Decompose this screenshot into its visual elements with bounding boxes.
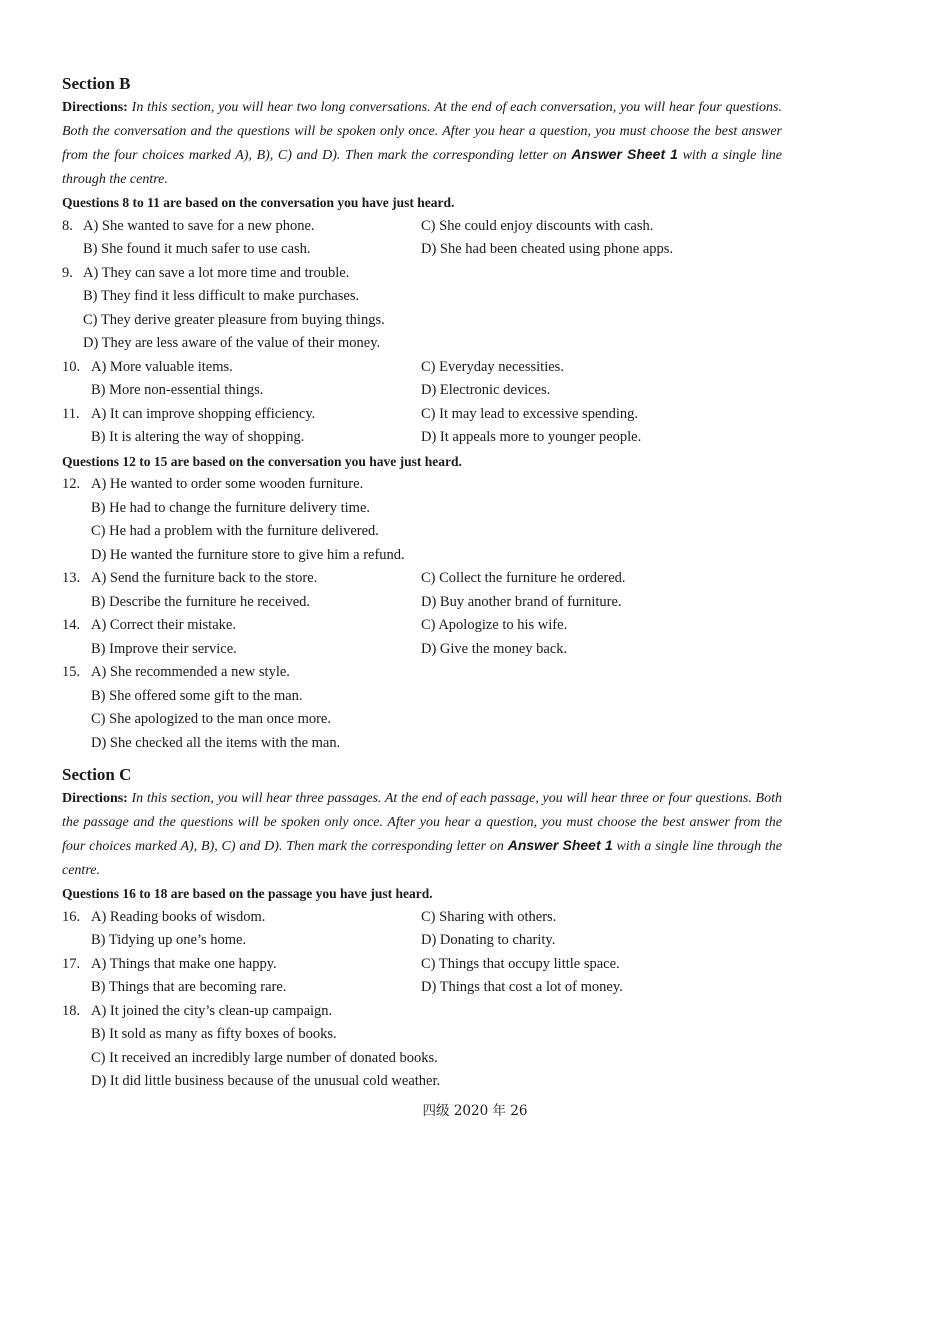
option-b: B) It sold as many as fifty boxes of books. [91,1026,337,1042]
option-a: A) She wanted to save for a new phone. [83,217,315,234]
question-12-row-2 [62,497,782,521]
question-number: 12. [62,476,81,492]
section-c-directions [62,787,782,882]
option-b: B) Improve their service. [91,640,237,657]
question-13-row-2 [62,591,782,615]
option-b: B) Tidying up one’s home. [91,932,247,948]
option-c: C) She apologized to the man once more. [91,711,331,727]
question-number: 11. [62,405,80,422]
question-10-row-1 [62,356,782,380]
question-9-row-1 [62,262,782,286]
question-number: 17. [62,955,81,972]
option-d: D) Things that cost a lot of money. [421,979,623,995]
option-d: D) She checked all the items with the man. [91,734,341,751]
option-b: B) He had to change the furniture delivery time. [91,499,371,516]
option-c: C) Things that occupy little space. [421,955,620,972]
answer-sheet-label: Answer Sheet 1 [571,146,678,162]
question-17-row-2 [62,976,782,1000]
option-c: C) They derive greater pleasure from buying things. [83,311,385,328]
question-12-row-1 [62,473,782,497]
option-c: C) It received an incredibly large number of donated books. [91,1049,438,1066]
question-9-row-4 [62,332,782,356]
section-b-title: Section B [62,74,131,93]
question-8-row-1 [62,215,782,239]
option-c: C) He had a problem with the furniture delivered. [91,523,379,539]
option-d: D) Buy another brand of furniture. [421,593,622,610]
option-a: A) It can improve shopping efficiency. [91,405,316,422]
question-13-row-1 [62,567,782,591]
option-d: D) Donating to charity. [421,932,556,948]
question-number: 16. [62,908,81,925]
option-b: B) They find it less difficult to make purchases. [83,288,360,304]
option-d: D) They are less aware of the value of their money. [83,335,381,351]
question-16-row-1 [62,906,782,930]
question-18-row-1 [62,1000,782,1024]
question-number: 9. [62,264,73,281]
question-12-row-4 [62,544,782,568]
option-d: D) Give the money back. [421,640,568,657]
question-18-row-2 [62,1023,782,1047]
option-d: D) It did little business because of the unusual cold weather. [91,1073,441,1089]
directions-text: In this section, you will hear three passages. At the end of each passage, you will hear three or four questions. Both the passage and the questions will be spoken only once. After you hear a question, you must choose the best answer from the four choices marked A), B), C) and D). Then mark the corresponding letter on [62,791,782,854]
page-footer: 四级 2020 年 26 [422,1103,528,1119]
question-group-heading: Questions 8 to 11 are based on the conversation you have just heard. [62,195,455,210]
option-a: A) It joined the city’s clean-up campaign. [91,1002,333,1019]
question-11-row-2 [62,426,782,450]
question-15-row-3 [62,708,782,732]
question-14-row-1 [62,614,782,638]
option-c: C) Apologize to his wife. [421,617,568,633]
option-b: B) More non-essential things. [91,382,264,398]
directions-text: In this section, you will hear two long conversations. At the end of each conversation, you will hear four questions. Both the conversation and the questions will be spoken only once. After you hear a question, you must choose the best answer from the four choices marked A), B), C) and D). Then mark the corresponding letter on [62,100,782,163]
directions-tail: with a single line through the centre. [62,839,783,878]
question-number: 14. [62,617,81,633]
question-number: 15. [62,664,81,680]
option-d: D) Electronic devices. [421,382,551,398]
question-12-row-3 [62,520,782,544]
directions-lead: Directions: [62,791,128,806]
option-c: C) She could enjoy discounts with cash. [421,217,654,234]
option-a: A) Correct their mistake. [91,617,236,633]
question-9-row-2 [62,285,782,309]
question-11-row-1 [62,403,782,427]
answer-sheet-label: Answer Sheet 1 [507,837,613,853]
option-a: A) Send the furniture back to the store. [91,570,318,586]
option-b: B) It is altering the way of shopping. [91,429,305,445]
question-number: 10. [62,358,81,375]
question-17-row-1 [62,953,782,977]
question-group-heading: Questions 16 to 18 are based on the passage you have just heard. [62,886,433,901]
section-c-title: Section C [62,765,132,784]
option-b: B) Things that are becoming rare. [91,979,287,995]
question-14-row-2 [62,638,782,662]
option-d: D) It appeals more to younger people. [421,429,642,445]
section-spacer [62,755,782,763]
option-d: D) She had been cheated using phone apps. [421,241,674,257]
option-a: A) They can save a lot more time and trouble. [83,264,350,281]
question-number: 8. [62,217,73,234]
question-group-heading: Questions 12 to 15 are based on the conversation you have just heard. [62,453,462,469]
question-number: 18. [62,1002,81,1019]
option-a: A) Things that make one happy. [91,955,277,972]
question-18-row-3 [62,1047,782,1071]
option-a: A) She recommended a new style. [91,664,290,680]
directions-lead: Directions: [62,100,128,115]
option-a: A) More valuable items. [91,358,233,375]
question-8-row-2 [62,238,782,262]
exam-page [62,72,782,1094]
option-b: B) Describe the furniture he received. [91,593,311,610]
option-c: C) Everyday necessities. [421,358,564,375]
question-15-row-4 [62,732,782,756]
option-c: C) It may lead to excessive spending. [421,405,639,422]
option-d: D) He wanted the furniture store to give him a refund. [91,546,405,563]
question-15-row-1 [62,661,782,685]
option-b: B) She offered some gift to the man. [91,687,303,704]
option-a: A) He wanted to order some wooden furniture. [91,476,364,492]
section-b-directions [62,96,782,191]
option-c: C) Sharing with others. [421,908,557,925]
directions-tail: with a single line through the centre. [62,148,783,187]
option-a: A) Reading books of wisdom. [91,908,266,925]
question-9-row-3 [62,309,782,333]
question-10-row-2 [62,379,782,403]
option-c: C) Collect the furniture he ordered. [421,570,626,586]
question-15-row-2 [62,685,782,709]
question-16-row-2 [62,929,782,953]
question-18-row-4 [62,1070,782,1094]
option-b: B) She found it much safer to use cash. [83,241,311,257]
question-number: 13. [62,570,81,586]
